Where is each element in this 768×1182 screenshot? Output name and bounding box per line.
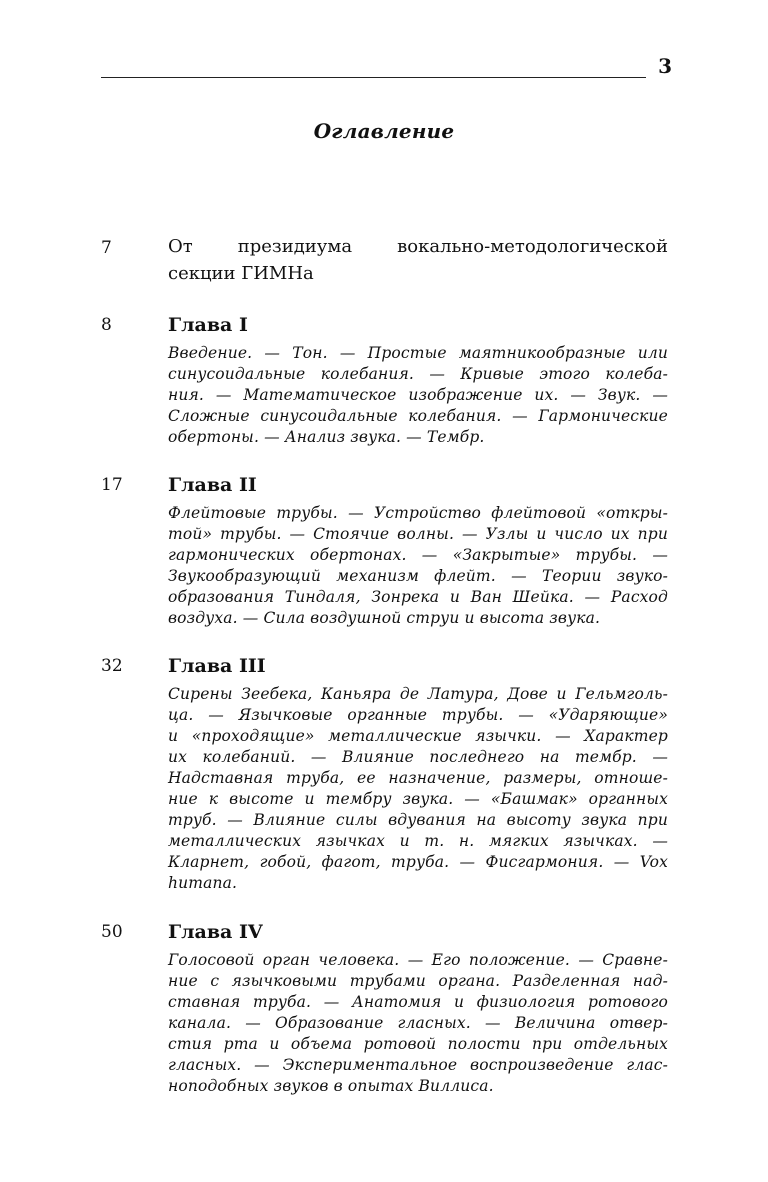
chapter-summary bbox=[168, 684, 668, 894]
chapter-summary bbox=[168, 950, 668, 1097]
summary-line: металлических язычках и т. н. мягких язычках. — bbox=[168, 832, 668, 850]
summary-line: Звукообразующий механизм флейт. — Теории звуко- bbox=[168, 567, 668, 585]
summary-line: гласных. — Экспериментальное воспроизведение глас- bbox=[168, 1056, 668, 1074]
text-line: От президиума вокально-методологической bbox=[168, 236, 668, 257]
page-title: Оглавление bbox=[313, 119, 455, 143]
summary-line: ца. — Язычковые органные трубы. — «Ударяющие» bbox=[168, 706, 668, 724]
summary-line: Надставная труба, ее назначение, размеры, отноше- bbox=[168, 769, 668, 787]
toc-entry-body bbox=[168, 654, 668, 894]
page-number: 3 bbox=[658, 54, 672, 78]
toc-entry-body bbox=[168, 473, 668, 629]
summary-line: образования Тиндаля, Зонрека и Ван Шейка. — Расход bbox=[168, 588, 668, 606]
chapter-heading: Глава IV bbox=[168, 921, 263, 943]
summary-line: Кларнет, гобой, фагот, труба. — Фисгармония. — Vox bbox=[168, 853, 668, 871]
toc-page-number: 17 bbox=[101, 475, 123, 495]
chapter-heading: Глава II bbox=[168, 474, 257, 496]
toc-page-number: 8 bbox=[101, 315, 112, 335]
summary-line: и «проходящие» металлические язычки. — Характер bbox=[168, 727, 668, 745]
chapter-summary bbox=[168, 503, 668, 629]
summary-line: ние к высоте и тембру звука. — «Башмак» органных bbox=[168, 790, 668, 808]
summary-line: их колебаний. — Влияние последнего на тембр. — bbox=[168, 748, 668, 766]
toc-entry-body bbox=[168, 920, 668, 1097]
summary-line: канала. — Образование гласных. — Величина отвер- bbox=[168, 1014, 668, 1032]
summary-line: труб. — Влияние силы вдувания на высоту звука при bbox=[168, 811, 668, 829]
summary-line: Введение. — Тон. — Простые маятникообразные или bbox=[168, 344, 668, 362]
chapter-heading: Глава I bbox=[168, 314, 248, 336]
text-line: секции ГИМНа bbox=[168, 263, 314, 284]
summary-line: ноподобных звуков в опытах Виллиса. bbox=[168, 1077, 494, 1095]
summary-line: humana. bbox=[168, 874, 238, 892]
toc-page-number: 50 bbox=[101, 922, 123, 942]
chapter-summary bbox=[168, 343, 668, 448]
summary-line: Сирены Зеебека, Каньяра де Латура, Дове и Гельмголь- bbox=[168, 685, 668, 703]
summary-line: Флейтовые трубы. — Устройство флейтовой «откры- bbox=[168, 504, 668, 522]
summary-line: гармонических обертонах. — «Закрытые» трубы. — bbox=[168, 546, 668, 564]
summary-line: обертоны. — Анализ звука. — Тембр. bbox=[168, 428, 485, 446]
summary-line: ставная труба. — Анатомия и физиология ротового bbox=[168, 993, 668, 1011]
summary-line: Сложные синусоидальные колебания. — Гармонические bbox=[168, 407, 668, 425]
toc-entry-text bbox=[168, 233, 668, 287]
summary-line: Голосовой орган человека. — Его положение. — Сравне- bbox=[168, 951, 668, 969]
summary-line: ние с язычковыми трубами органа. Разделенная над- bbox=[168, 972, 668, 990]
chapter-heading: Глава III bbox=[168, 655, 266, 677]
summary-line: синусоидальные колебания. — Кривые этого колеба- bbox=[168, 365, 668, 383]
summary-line: воздуха. — Сила воздушной струи и высота звука. bbox=[168, 609, 601, 627]
toc-page-number: 7 bbox=[101, 238, 112, 258]
toc-entry-body bbox=[168, 233, 668, 287]
toc-entry-body bbox=[168, 313, 668, 448]
summary-line: стия рта и объема ротовой полости при отдельных bbox=[168, 1035, 668, 1053]
summary-line: ния. — Математическое изображение их. — Звук. — bbox=[168, 386, 668, 404]
summary-line: той» трубы. — Стоячие волны. — Узлы и число их при bbox=[168, 525, 668, 543]
toc-page-number: 32 bbox=[101, 656, 123, 676]
header-rule bbox=[101, 77, 646, 78]
